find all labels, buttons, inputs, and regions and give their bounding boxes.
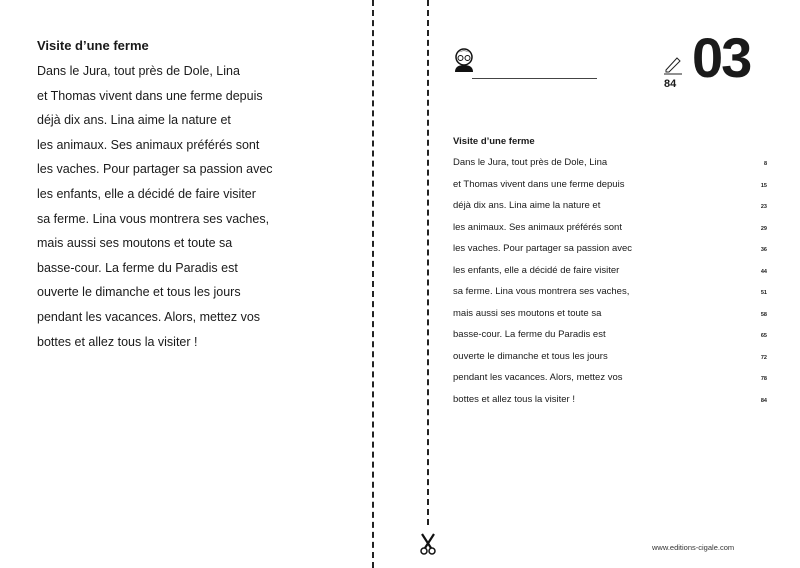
cut-line-inner (427, 0, 429, 525)
pencil-icon (663, 55, 683, 75)
text-line: Dans le Jura, tout près de Dole, Lina (37, 64, 240, 78)
scissors-icon (419, 533, 437, 555)
cumulative-word-count: 58 (760, 311, 767, 318)
text-line: sa ferme. Lina vous montrera ses vaches, (37, 211, 270, 226)
left-title: Visite d’une ferme (37, 38, 149, 53)
text-line: mais aussi ses moutons et toute sa (453, 307, 602, 319)
text-line: et Thomas vivent dans une ferme depuis (37, 88, 263, 103)
text-line: les enfants, elle a décidé de faire visiter (453, 264, 620, 276)
cumulative-word-count: 72 (760, 354, 767, 361)
text-line: Dans le Jura, tout près de Dole, Lina (453, 157, 608, 168)
reader-avatar-icon (453, 48, 475, 72)
cumulative-word-count: 44 (760, 268, 767, 275)
text-line: mais aussi ses moutons et toute sa (37, 236, 233, 251)
text-line: les enfants, elle a décidé de faire visiter (37, 187, 256, 201)
text-line: les animaux. Ses animaux préférés sont (37, 137, 260, 152)
text-line: basse-cour. La ferme du Paradis est (453, 329, 606, 340)
text-line: pendant les vacances. Alors, mettez vos (37, 310, 261, 324)
text-line: pendant les vacances. Alors, mettez vos (453, 372, 623, 383)
text-line: sa ferme. Lina vous montrera ses vaches, (453, 286, 630, 297)
cumulative-word-count: 78 (760, 376, 767, 382)
word-count: 84 (664, 78, 677, 90)
cumulative-word-count: 84 (760, 397, 767, 404)
right-title: Visite d’une ferme (453, 136, 535, 147)
text-line: bottes et allez tous la visiter ! (453, 393, 575, 405)
text-line: ouverte le dimanche et tous les jours (453, 350, 608, 362)
cumulative-word-count: 8 (763, 161, 767, 167)
name-line[interactable] (472, 78, 597, 79)
text-line: les vaches. Pour partager sa passion avec (37, 162, 273, 177)
cumulative-word-count: 36 (760, 247, 767, 253)
text-line: bottes et allez tous la visiter ! (37, 334, 198, 349)
text-line: ouverte le dimanche et tous les jours (37, 285, 241, 300)
website-url[interactable]: www.editions-cigale.com (652, 543, 735, 552)
text-line: les animaux. Ses animaux préférés sont (453, 221, 622, 233)
text-line: déjà dix ans. Lina aime la nature et (453, 200, 601, 211)
text-line: basse-cour. La ferme du Paradis est (37, 260, 238, 275)
cumulative-word-count: 65 (760, 333, 767, 339)
cumulative-word-count: 15 (760, 182, 767, 189)
text-line: et Thomas vivent dans une ferme depuis (453, 178, 625, 190)
text-line: déjà dix ans. Lina aime la nature et (37, 113, 231, 128)
cumulative-word-count: 23 (760, 204, 767, 210)
cumulative-word-count: 29 (760, 225, 767, 232)
text-number: 03 (692, 26, 751, 89)
text-line: les vaches. Pour partager sa passion avec (453, 243, 633, 254)
cut-line (372, 0, 374, 568)
cumulative-word-count: 51 (760, 290, 767, 296)
